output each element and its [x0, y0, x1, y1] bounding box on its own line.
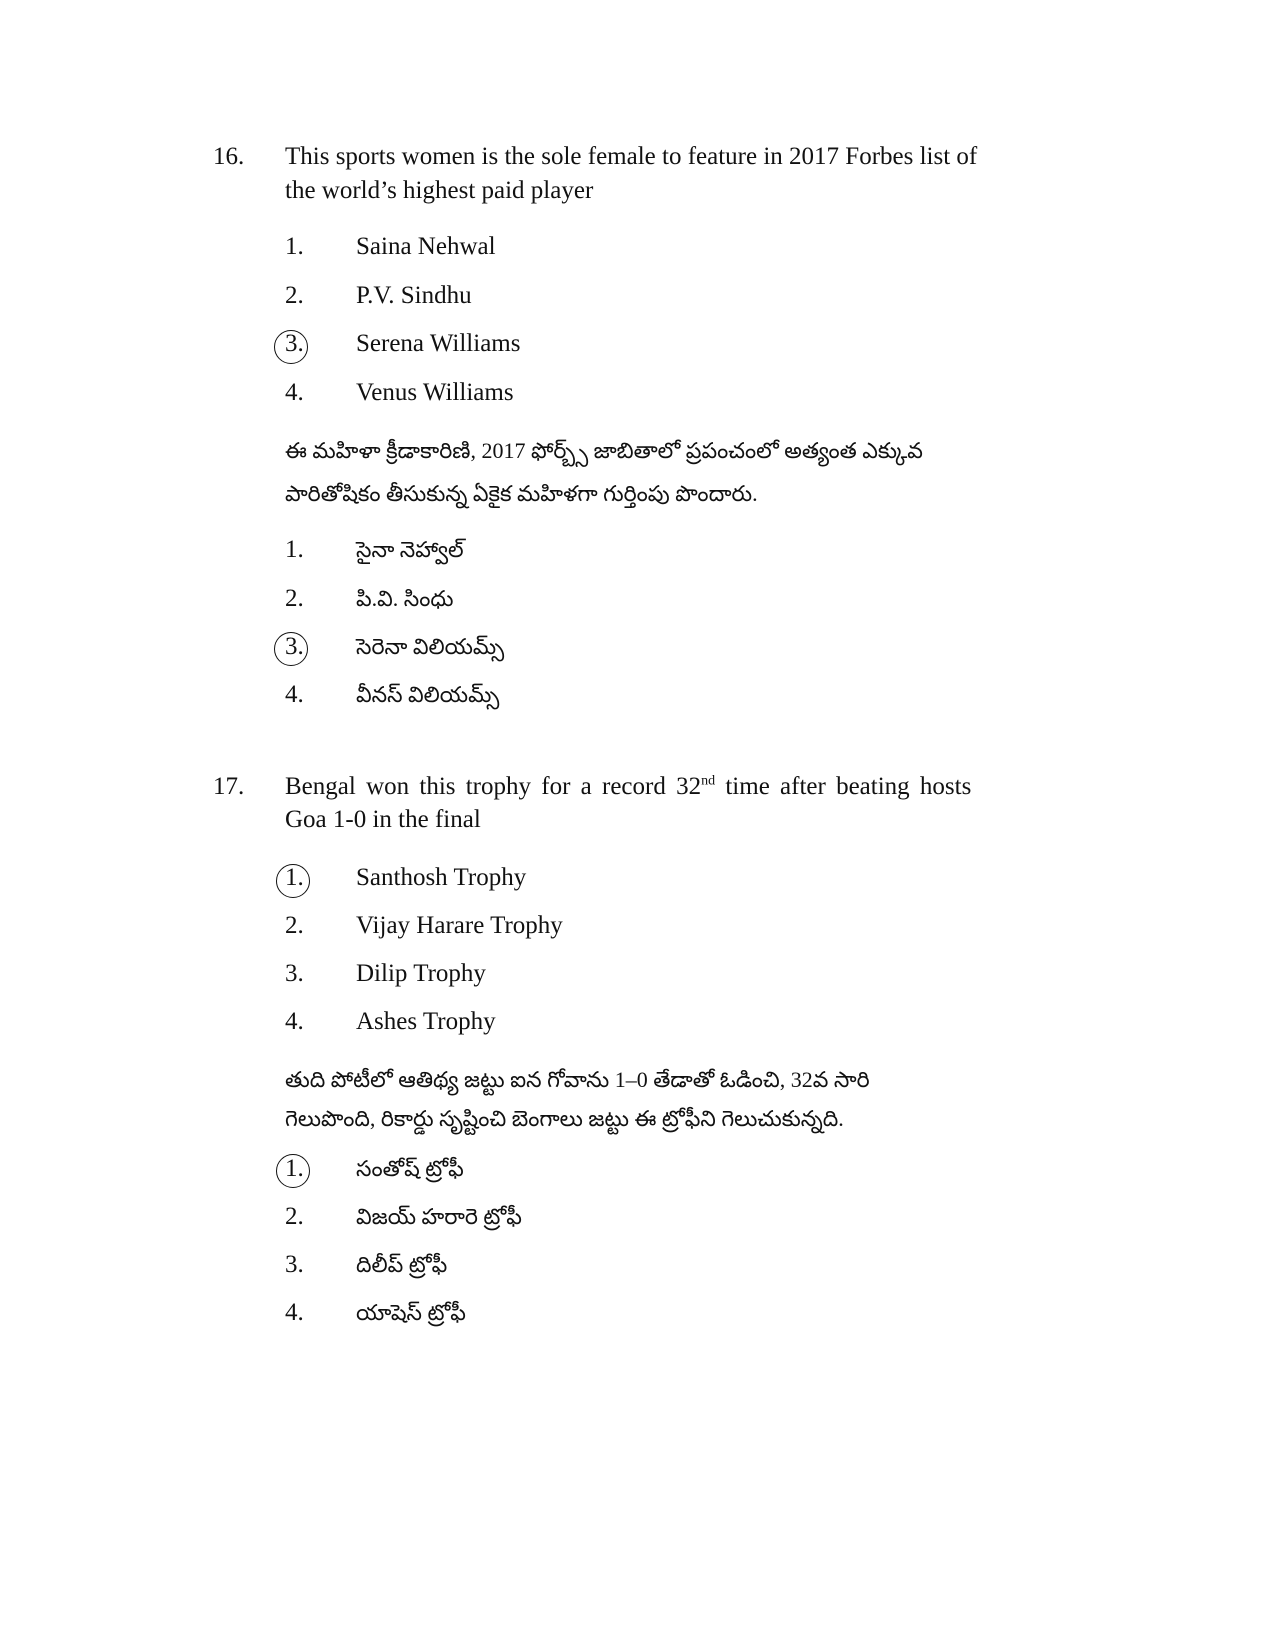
- option-text: Vijay Harare Trophy: [356, 912, 563, 939]
- option-number: 1.: [285, 536, 304, 563]
- option-number: 3.: [285, 1251, 304, 1278]
- option-text-telugu: పి.వి. సింధు: [356, 586, 454, 611]
- option-number: 2.: [285, 282, 304, 309]
- option-number: 3.: [285, 633, 304, 660]
- option-text: Santhosh Trophy: [356, 864, 527, 891]
- question-text-part: Bengal won this trophy for a record 32: [285, 773, 702, 800]
- option-number: 4.: [285, 1299, 304, 1326]
- option-number: 4.: [285, 1008, 304, 1035]
- option-text-telugu: సైనా నెహ్వాల్: [356, 537, 464, 562]
- question-text-telugu: తుది పోటీలో ఆతిథ్య జట్టు ఐన గోవాను 1–0 తేడాతో ఓడించి, 32వ సారి: [285, 1067, 870, 1092]
- option-text: P.V. Sindhu: [356, 282, 472, 309]
- question-text-part: time after beating hosts: [715, 773, 972, 800]
- option-number: 2.: [285, 912, 304, 939]
- option-text: Ashes Trophy: [356, 1008, 496, 1035]
- option-number: 4.: [285, 681, 304, 708]
- option-text: Dilip Trophy: [356, 960, 486, 987]
- question-number: 16.: [213, 143, 245, 170]
- option-text: Saina Nehwal: [356, 233, 496, 260]
- question-number: 17.: [213, 773, 245, 800]
- option-text-telugu: సంతోష్ ట్రోఫీ: [356, 1156, 464, 1181]
- option-number: 4.: [285, 379, 304, 406]
- question-text-line: Goa 1-0 in the final: [285, 806, 481, 833]
- option-number: 1.: [285, 1155, 304, 1182]
- option-text-telugu: సెరెనా విలియమ్స్: [356, 634, 505, 659]
- option-number: 2.: [285, 1203, 304, 1230]
- option-text-telugu: దిలీప్ ట్రోఫీ: [356, 1252, 448, 1277]
- option-number: 2.: [285, 585, 304, 612]
- question-text-line: the world’s highest paid player: [285, 177, 594, 204]
- question-text-line: [285, 770, 971, 804]
- option-text-telugu: వీనస్ విలియమ్స్: [356, 682, 500, 707]
- option-text-telugu: యాషెస్ ట్రోఫీ: [356, 1300, 466, 1325]
- question-text-line: This sports women is the sole female to feature in 2017 Forbes list of: [285, 143, 978, 170]
- question-text-telugu: పారితోషికం తీసుకున్న ఏకైక మహిళగా గుర్తింపు పొందారు.: [285, 481, 758, 506]
- option-number: 1.: [285, 864, 304, 891]
- option-text: Serena Williams: [356, 330, 521, 357]
- option-text: Venus Williams: [356, 379, 514, 406]
- question-text-telugu: గెలుపొంది, రికార్డు సృష్టించి బెంగాలు జట్టు ఈ ట్రోఫీని గెలుచుకున్నది.: [285, 1106, 844, 1131]
- option-text-telugu: విజయ్ హరారె ట్రోఫీ: [356, 1204, 522, 1229]
- option-number: 3.: [285, 330, 304, 357]
- option-number: 1.: [285, 233, 304, 260]
- question-text-telugu: ఈ మహిళా క్రీడాకారిణి, 2017 ఫోర్బ్స్ జాబితాలో ప్రపంచంలో అత్యంత ఎక్కువ: [285, 438, 923, 463]
- option-number: 3.: [285, 960, 304, 987]
- ordinal-suffix: nd: [701, 773, 716, 789]
